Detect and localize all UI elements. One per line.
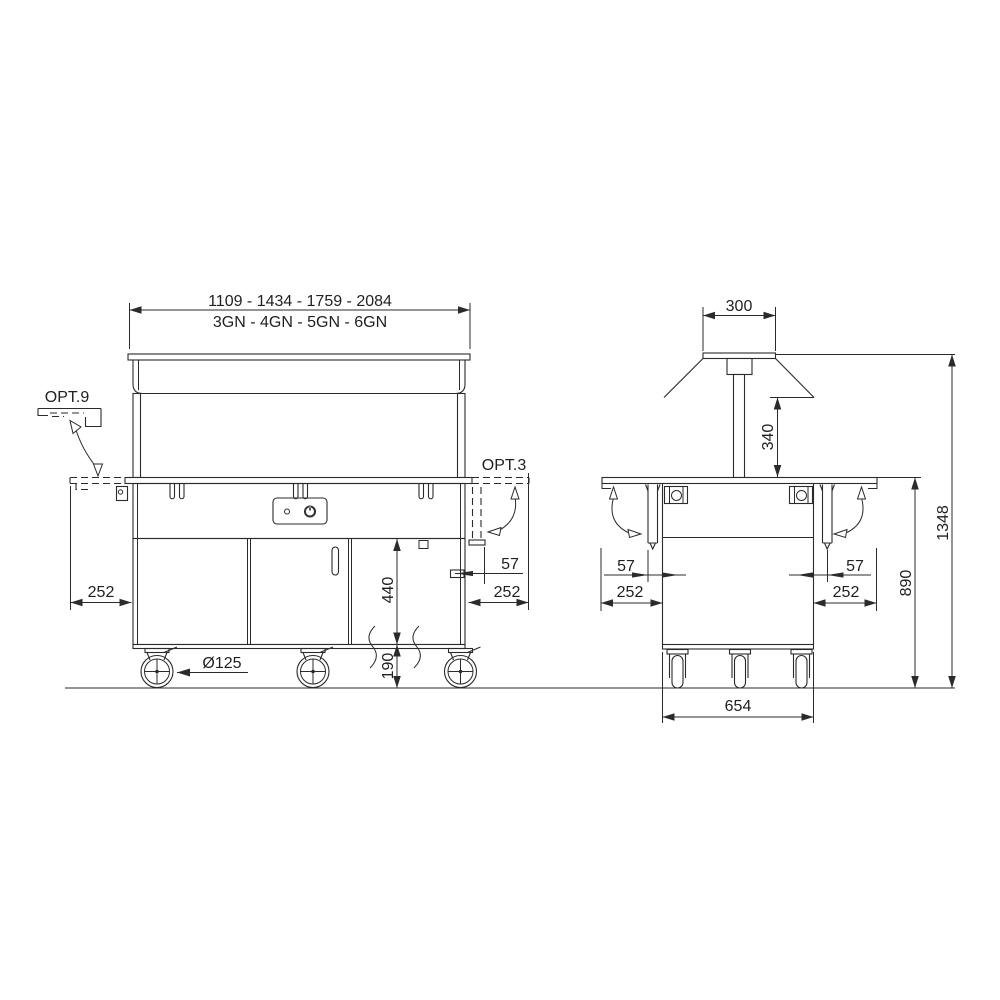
opt9-callout (38, 389, 103, 476)
hinge-hole (797, 491, 807, 501)
fold-arrowhead-right (628, 530, 641, 538)
opt3-fold-arrowhead-left (488, 528, 501, 536)
front-body-band (117, 484, 466, 539)
caster-left (141, 647, 177, 688)
side-folded-shelf-right (820, 485, 866, 550)
thermostat-knob-mark (305, 507, 315, 517)
canopy-glass-right (776, 359, 815, 398)
side-casters (667, 650, 812, 689)
opt9-leader-arrowhead-top (70, 421, 81, 434)
front-dim-caster-diameter (177, 655, 248, 677)
control-panel (273, 498, 327, 524)
side-view (601, 298, 956, 723)
opt9-shelf-detail-dashes (50, 413, 84, 417)
front-cabinet (133, 539, 465, 649)
front-dim-shelf-left (71, 486, 132, 610)
side-caster-left (667, 650, 688, 689)
side-dim-canopy-width (703, 298, 776, 351)
opt9-shelf-detail (38, 409, 101, 427)
side-shelf-left-label: 252 (616, 584, 644, 601)
caster-wheel (735, 656, 746, 689)
opt3-shelf-foot (469, 540, 485, 545)
fold-arrow-curve (847, 498, 863, 533)
opt3-callout (469, 457, 526, 545)
caster-right (445, 647, 481, 688)
side-mount-tab-hole (118, 490, 122, 494)
counter-slab (602, 478, 877, 484)
indicator-light (285, 509, 290, 514)
side-bracket-right-label: 57 (846, 558, 864, 575)
band-inner-walls (138, 484, 461, 539)
side-canopy-width-label: 300 (725, 298, 753, 315)
front-bracket-57-label: 57 (501, 556, 519, 573)
side-dim-worktop-height (877, 478, 921, 689)
folded-shelf-plate (820, 485, 835, 550)
side-counter (602, 478, 877, 489)
opt3-fold-arrow-curve (498, 497, 516, 531)
opt3-folded-shelf-dashed (473, 487, 482, 541)
side-canopy-drop-label: 340 (760, 423, 777, 451)
side-dim-bracket-right (789, 550, 871, 582)
front-top-dimension (130, 293, 471, 349)
side-dim-shelf-right (814, 548, 877, 611)
side-overall-height-label: 1348 (935, 505, 952, 541)
folding-shelf-right-dashed (472, 478, 529, 484)
caster-wheel (796, 656, 807, 689)
side-folded-shelf-left (610, 485, 661, 550)
band-outline (133, 484, 465, 539)
side-body (663, 484, 814, 650)
side-caster-middle (730, 650, 751, 689)
caster-hub (459, 670, 463, 674)
front-view (38, 293, 529, 688)
body-bottom-slab (663, 645, 814, 650)
canopy-top-slab (703, 353, 776, 359)
opt9-leader-curve (75, 427, 97, 468)
pan-support-slots (170, 484, 433, 499)
tub-support-post-left (133, 394, 141, 478)
side-canopy (664, 353, 955, 478)
side-dim-overall-height (935, 355, 956, 689)
front-caster-diameter-label: Ø125 (202, 655, 242, 672)
side-worktop-height-label: 890 (898, 569, 915, 597)
caster-plate (667, 650, 688, 655)
front-width-dimension-label: 1109 - 1434 - 1759 - 2084 (208, 293, 392, 310)
side-shelf-right-label: 252 (832, 584, 860, 601)
shelf-hinge-block-right (790, 487, 813, 504)
front-display-tub (128, 354, 470, 478)
front-dim-body-height (369, 539, 420, 688)
cabinet-inner-walls (138, 539, 461, 645)
arrowhead (177, 669, 190, 677)
fold-arrow-curve (612, 498, 628, 533)
side-dim-bracket-left (604, 550, 686, 582)
caster-middle (297, 647, 333, 688)
hinge-hole (672, 491, 682, 501)
counter-end-lips (602, 484, 877, 489)
front-dim-shelf-right (469, 473, 529, 610)
canopy-mount-block (727, 359, 752, 375)
caster-plate (791, 650, 812, 655)
caster-plate (730, 650, 751, 655)
caster-wheel (672, 656, 683, 689)
front-gn-sizes-label: 3GN - 4GN - 5GN - 6GN (212, 314, 388, 331)
opt9-leader-arrowhead-bottom (94, 464, 103, 476)
front-ground-clearance-label: 190 (380, 652, 397, 680)
tub-lip (128, 354, 470, 360)
counter-slab (125, 478, 472, 484)
side-bracket-left-label: 57 (617, 558, 635, 575)
front-body-height-label: 440 (380, 576, 397, 604)
tub-support-post-right (458, 394, 466, 478)
front-shelf-left-label: 252 (87, 584, 115, 601)
door-handle (332, 547, 339, 575)
caster-hub (155, 670, 159, 674)
canopy-post (734, 375, 745, 478)
side-base-depth-label: 654 (724, 698, 752, 715)
front-casters (141, 647, 481, 688)
door-divider-left (248, 539, 251, 645)
tub-body (133, 360, 465, 394)
caster-hub (311, 670, 315, 674)
door-lock (419, 541, 428, 549)
folded-shelf-plate (646, 485, 661, 550)
side-dim-canopy-drop (760, 398, 814, 478)
fold-arrowhead-left (834, 530, 847, 538)
front-shelf-right-label: 252 (493, 584, 521, 601)
fold-arrowhead-up (858, 487, 866, 499)
opt9-label: OPT.9 (44, 389, 90, 406)
door-divider-right (349, 539, 352, 645)
body-walls (663, 484, 814, 645)
side-caster-right (791, 650, 812, 689)
opt3-label: OPT.3 (481, 457, 527, 474)
opt3-fold-arrowhead-up (511, 487, 519, 499)
canopy-glass-left (664, 359, 703, 398)
cabinet-outline (133, 539, 465, 645)
shelf-hinge-block-left (665, 487, 688, 504)
tub-inner-walls (139, 360, 460, 390)
